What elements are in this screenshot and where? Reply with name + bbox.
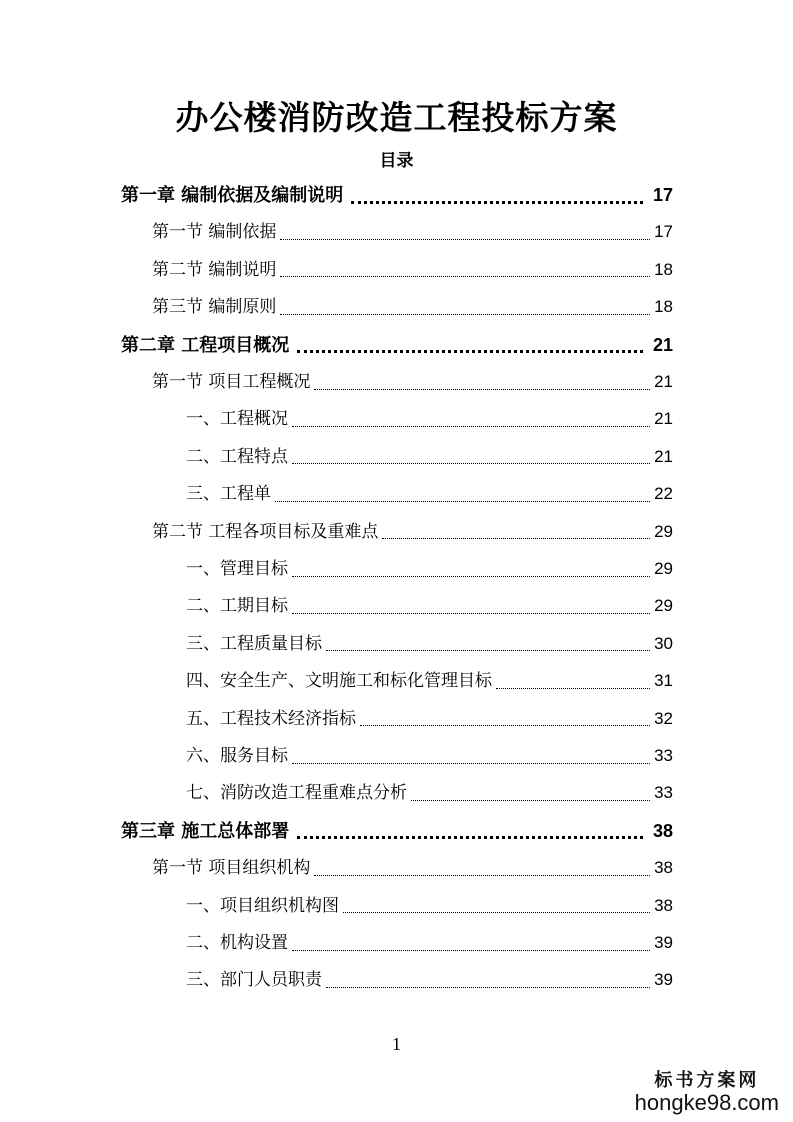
toc-dot-leader <box>360 725 650 726</box>
toc-entry-page: 39 <box>654 970 673 990</box>
toc-subsection-entry[interactable] <box>186 891 673 921</box>
toc-entry-label: 一、工程概况 <box>186 409 288 430</box>
toc-entry-label: 第三章 施工总体部署 <box>121 820 290 842</box>
toc-subsection-entry[interactable] <box>186 479 673 509</box>
toc-dot-leader <box>275 501 650 502</box>
toc-entry-page: 38 <box>654 858 673 878</box>
watermark <box>635 1066 779 1116</box>
toc-entry-page: 38 <box>652 820 673 841</box>
toc-dot-leader <box>292 613 650 614</box>
toc-subsection-entry[interactable] <box>186 666 673 696</box>
toc-entry-page: 33 <box>654 746 673 765</box>
toc-dot-leader <box>314 389 650 390</box>
toc-entry-page: 21 <box>652 334 673 355</box>
toc-entry-label: 一、项目组织机构图 <box>186 895 339 916</box>
toc-dot-leader <box>496 688 650 689</box>
toc-dot-leader <box>280 314 650 315</box>
toc-entry-page: 32 <box>654 708 673 728</box>
toc-entry-label: 二、机构设置 <box>186 933 288 953</box>
toc-entry-label: 第一章 编制依据及编制说明 <box>121 185 344 206</box>
toc-dot-leader <box>292 463 650 464</box>
toc-dot-leader <box>280 276 650 277</box>
toc-entry-page: 33 <box>654 783 673 803</box>
toc-section-entry[interactable] <box>152 367 673 397</box>
toc-dot-leader <box>280 239 650 240</box>
toc-entry-label: 一、管理目标 <box>186 559 288 579</box>
toc-entry-page: 18 <box>654 259 673 279</box>
toc-dot-leader <box>292 950 650 951</box>
watermark-name: 标书方案网 <box>654 1070 760 1091</box>
toc-entry-label: 三、部门人员职责 <box>186 970 322 991</box>
toc-entry-label: 四、安全生产、文明施工和标化管理目标 <box>186 671 492 692</box>
toc-entry-label: 第一节 项目工程概况 <box>152 372 311 392</box>
toc-entry-label: 三、工程单 <box>186 484 271 505</box>
toc-dot-leader <box>411 800 650 801</box>
toc-subsection-entry[interactable] <box>186 778 673 808</box>
toc-chapter-entry[interactable] <box>121 330 673 360</box>
toc-entry-page: 22 <box>654 484 673 504</box>
toc-section-entry[interactable] <box>152 255 673 285</box>
toc-entry-page: 17 <box>654 222 673 242</box>
toc-section-entry[interactable] <box>152 517 673 547</box>
toc-dot-leader <box>297 836 643 839</box>
toc-subsection-entry[interactable] <box>186 404 673 434</box>
toc-subsection-entry[interactable] <box>186 629 673 659</box>
toc-subsection-entry[interactable] <box>186 741 673 771</box>
toc-entry-label: 第二节 编制说明 <box>152 259 277 280</box>
toc-subsection-entry[interactable] <box>186 928 673 958</box>
toc-entry-page: 31 <box>654 671 673 691</box>
toc-entry-page: 21 <box>654 446 673 466</box>
watermark-url: hongke98.com <box>634 1090 779 1115</box>
toc-subsection-entry[interactable] <box>186 965 673 995</box>
toc-entry-page: 29 <box>654 596 673 616</box>
toc-entry-label: 二、工程特点 <box>186 446 288 467</box>
toc-section-entry[interactable] <box>152 853 673 883</box>
toc-entry-page: 39 <box>654 933 673 952</box>
toc-entry-label: 七、消防改造工程重难点分析 <box>186 783 407 804</box>
toc-section-entry[interactable] <box>152 217 673 247</box>
toc-dot-leader <box>351 201 643 204</box>
toc-subsection-entry[interactable] <box>186 442 673 472</box>
toc-entry-label: 第二节 工程各项目标及重难点 <box>152 521 379 542</box>
toc-entry-label: 第二章 工程项目概况 <box>121 334 290 356</box>
toc-entry-page: 30 <box>654 633 673 653</box>
toc-dot-leader <box>343 912 650 913</box>
toc-dot-leader <box>314 875 650 876</box>
toc-dot-leader <box>292 763 650 764</box>
toc-entry-label: 三、工程质量目标 <box>186 633 322 654</box>
toc-chapter-entry[interactable] <box>121 180 673 210</box>
toc-heading: 目录 <box>379 151 414 171</box>
toc-entry-label: 五、工程技术经济指标 <box>186 708 356 729</box>
toc-entry-page: 21 <box>654 409 673 429</box>
page-number: 1 <box>392 1034 401 1054</box>
toc-entry-label: 第一节 项目组织机构 <box>152 858 311 879</box>
toc-entry-page: 38 <box>654 895 673 915</box>
toc-entry-page: 21 <box>654 372 673 391</box>
toc-subsection-entry[interactable] <box>186 704 673 734</box>
toc-section-entry[interactable] <box>152 292 673 322</box>
toc-entry-page: 29 <box>654 521 673 541</box>
toc-entry-page: 29 <box>654 559 673 578</box>
toc-subsection-entry[interactable] <box>186 591 673 621</box>
toc-dot-leader <box>292 576 650 577</box>
toc-entry-label: 第三节 编制原则 <box>152 297 277 318</box>
toc-dot-leader <box>326 650 650 651</box>
toc-entry-page: 17 <box>652 185 673 205</box>
toc-dot-leader <box>292 426 650 427</box>
toc-dot-leader <box>297 350 643 353</box>
toc-entry-label: 六、服务目标 <box>186 746 288 766</box>
toc-entry-label: 二、工期目标 <box>186 596 288 617</box>
toc-dot-leader <box>326 987 650 988</box>
toc-entry-label: 第一节 编制依据 <box>152 222 277 243</box>
toc-entry-page: 18 <box>654 297 673 317</box>
toc-dot-leader <box>382 538 650 539</box>
toc-subsection-entry[interactable] <box>186 554 673 584</box>
toc-chapter-entry[interactable] <box>121 816 673 846</box>
document-title: 办公楼消防改造工程投标方案 <box>175 98 618 137</box>
